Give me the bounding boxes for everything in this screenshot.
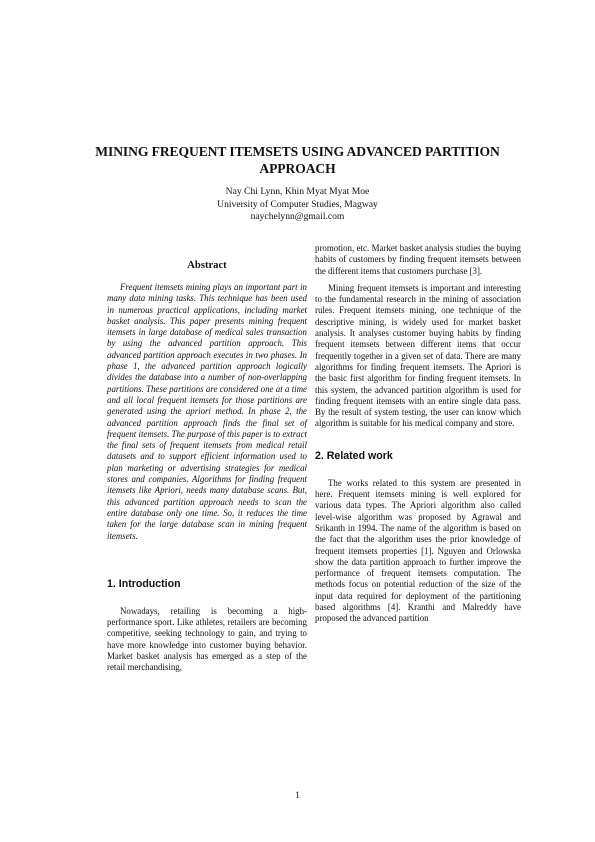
author-block	[60, 186, 535, 224]
related-work-heading: 2. Related work	[315, 449, 393, 462]
page-number: 1	[295, 790, 300, 801]
introduction-paragraph-1: Nowadays, retailing is becoming a high-performance sport. Like athletes, retailers are becoming competitive, seeking technology to gain, and trying to have more knowledge into customer buying behavior. Market basket analysis has emerged as a step of the retail merchandising,	[107, 605, 307, 673]
author-names: Nay Chi Lynn, Khin Myat Myat Moe	[225, 186, 370, 197]
title-line-1: MINING FREQUENT ITEMSETS USING ADVANCED PARTITION	[95, 144, 500, 159]
introduction-paragraph-1-continued: promotion, etc. Market basket analysis studies the buying habits of customers by finding frequent itemsets between the different items that customers purchase [3].	[315, 243, 521, 276]
paper-title	[60, 143, 535, 177]
abstract-heading: Abstract	[187, 260, 227, 271]
title-line-2: APPROACH	[259, 161, 336, 176]
author-email: naychelynn@gmail.com	[250, 211, 345, 223]
introduction-heading: 1. Introduction	[107, 577, 181, 590]
related-work-paragraph-1: The works related to this system are presented in here. Frequent itemsets mining is well explored for various data types. The Apriori algorithm also called level-wise algorithm was proposed by Agrawal and Srikanth in 1994. The name of the algorithm is based on the fact that the algorithm uses the prior knowledge of frequent itemsets properties [1]. Nguyen and Orlowska show the data partition approach to further improve the performance of frequent itemsets computation. The methods focus on potential reduction of the size of the input data required for deployment of the partitioning based algorithms [4]. Kranthi and Malreddy have proposed the advanced partition	[315, 477, 521, 624]
abstract-text: Frequent itemsets mining plays an important part in many data mining tasks. This technique has been used in numerous practical applications, including market basket analysis. This paper presents mining frequent itemsets in large database of medical sales transaction by using the advanced partition approach. This advanced partition approach executes in two phases. In phase 1, the advanced partition approach logically divides the database into a number of non-overlapping partitions. These partitions are considered one at a time and all local frequent itemsets for those partitions are generated using the apriori method. In phase 2, the advanced partition approach finds the final set of frequent itemsets. The purpose of this paper is to extract the final sets of frequent itemsets from medical retail datasets and to support efficient information used to plan marketing or advertising strategies for medical stores and companies. Algorithms for finding frequent itemsets like Apriori, needs many database scans. But, this advanced partition approach needs to scan the entire database only one time. So, it reduces the time taken for the large database scan in mining frequent itemsets.	[107, 282, 307, 541]
right-column	[315, 243, 521, 625]
left-column	[107, 243, 307, 674]
introduction-paragraph-2: Mining frequent itemsets is important and interesting to the fundamental research in the mining of association rules. Frequent itemsets mining, one technique of the descriptive mining, is widely used for market basket analysis. It analyses customer buying habits by finding frequent itemsets between different items that occur frequently together in a given set of data. There are many algorithms for finding frequent itemsets. The Apriori is the basic first algorithm for finding frequent itemsets. In this system, the advanced partition algorithm is used for finding frequent itemsets with an entire single data pass. By the result of system testing, the user can know which algorithm is suitable for his medical company and store.	[315, 282, 521, 429]
author-affiliation: University of Computer Studies, Magway	[217, 198, 378, 210]
